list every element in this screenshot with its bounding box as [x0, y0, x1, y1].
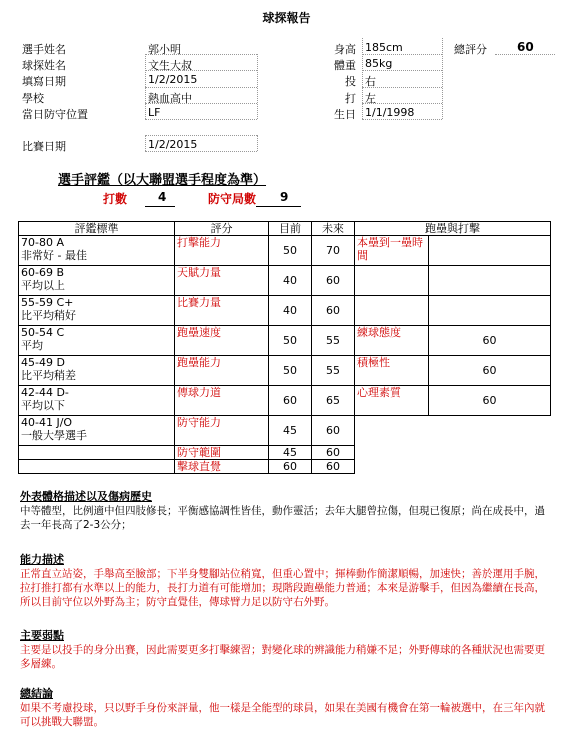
section-body: 正常直立站姿，手舉高至臉部；下半身雙腳站位稍寬，但重心置中；揮棒動作簡潔順暢，加速快；善於運用手腕，拉打推打都有水準以上的能力，長打力道有可能增加；現階段跑壘能力普通；本來是游擊手，但因為繼續在長高，所以目前守位以外野為主；防守直覺佳，傳球臂力足以防守右外野。 — [20, 568, 545, 608]
weight-label: 體重 — [334, 59, 356, 72]
field-line — [257, 135, 258, 151]
fill-date-value: 1/2/2015 — [148, 73, 198, 86]
bats-label: 打 — [345, 92, 356, 105]
rating-future: 60 — [312, 416, 355, 446]
scale-cell — [19, 460, 175, 474]
scale-cell: 55-59 C+ 比平均稍好 — [19, 296, 175, 326]
evaluation-table — [18, 221, 551, 474]
underline — [256, 206, 301, 207]
rating-name: 傳球力道 — [175, 386, 269, 416]
height-value: 185cm — [365, 41, 403, 54]
field-line — [145, 54, 146, 119]
field-line — [362, 38, 363, 119]
position-value: LF — [148, 106, 161, 119]
rating-now: 50 — [269, 326, 312, 356]
weight-value: 85kg — [365, 57, 393, 70]
rating-now: 40 — [269, 266, 312, 296]
field-line — [145, 70, 257, 71]
scale-cell: 50-54 C 平均 — [19, 326, 175, 356]
table-row — [19, 416, 551, 446]
position-label: 當日防守位置 — [22, 108, 88, 121]
rating-name: 擊球直覺 — [175, 460, 269, 474]
player-name-value: 郭小明 — [148, 43, 181, 56]
section-physical — [20, 488, 555, 532]
birth-label: 生日 — [334, 108, 356, 121]
table-header-row — [19, 222, 551, 236]
field-line — [145, 87, 257, 88]
field-line — [362, 87, 442, 88]
field-line — [145, 54, 257, 55]
scale-cell: 40-41 J/O 一般大學選手 — [19, 416, 175, 446]
at-bats-value: 4 — [158, 190, 167, 204]
rating-future: 60 — [312, 266, 355, 296]
rating-name: 比賽力量 — [175, 296, 269, 326]
empty-cell — [355, 416, 551, 474]
field-line — [495, 54, 555, 55]
table-row — [19, 266, 551, 296]
section-body: 中等體型，比例適中但四肢修長；平衡感協調性皆佳，動作靈活；去年大腿曾拉傷，但現已復原；尚在成長中，過去一年長高了2-3公分； — [20, 505, 545, 531]
def-innings-value: 9 — [280, 190, 289, 204]
rating-now: 45 — [269, 446, 312, 460]
overall-value: 60 — [517, 40, 534, 54]
header-now: 目前 — [269, 222, 312, 236]
rating-now: 45 — [269, 416, 312, 446]
report-title: 球探報告 — [262, 11, 311, 25]
rating-future: 60 — [312, 296, 355, 326]
field-line — [362, 70, 442, 71]
school-label: 學校 — [22, 92, 44, 105]
rating-future: 55 — [312, 356, 355, 386]
rating-name: 防守範圍 — [175, 446, 269, 460]
section-conclusion — [20, 685, 555, 729]
scale-cell: 70-80 A 非常好 - 最佳 — [19, 236, 175, 266]
section-weakness — [20, 627, 555, 671]
rating-now: 60 — [269, 386, 312, 416]
section-body: 如果不考慮投球，只以野手身份來評量，他一樣是全能型的球員，如果在美國有機會在第一輪被選中，在三年內就可以挑戰大聯盟。 — [20, 702, 545, 728]
school-value: 熱血高中 — [148, 92, 192, 105]
rating-future: 55 — [312, 326, 355, 356]
side-name — [355, 266, 429, 296]
field-line — [362, 103, 442, 104]
eval-heading: 選手評鑑（以大聯盟選手程度為準） — [58, 173, 267, 188]
rating-now: 60 — [269, 460, 312, 474]
rating-now: 50 — [269, 236, 312, 266]
side-name: 積極性 — [355, 356, 429, 386]
rating-future: 70 — [312, 236, 355, 266]
section-ability — [20, 551, 555, 609]
section-title: 能力描述 — [20, 553, 64, 566]
side-value — [429, 236, 551, 266]
throws-label: 投 — [345, 75, 356, 88]
birth-value: 1/1/1998 — [365, 106, 415, 119]
section-body: 主要是以投手的身分出賽，因此需要更多打擊練習；對變化球的辨識能力稍嫌不足；外野傳球的各種狀況也需要更多層練。 — [20, 644, 545, 670]
player-name-label: 選手姓名 — [22, 43, 66, 56]
side-value: 60 — [429, 386, 551, 416]
rating-future: 65 — [312, 386, 355, 416]
table-row — [19, 236, 551, 266]
field-line — [442, 38, 443, 119]
field-line — [145, 103, 257, 104]
side-value: 60 — [429, 326, 551, 356]
throws-value: 右 — [365, 75, 376, 88]
scale-cell: 42-44 D- 平均以下 — [19, 386, 175, 416]
side-name: 練球態度 — [355, 326, 429, 356]
side-value: 60 — [429, 356, 551, 386]
at-bats-label: 打數 — [103, 192, 128, 206]
section-title: 主要弱點 — [20, 629, 64, 642]
side-name — [355, 296, 429, 326]
rating-name: 跑壘能力 — [175, 356, 269, 386]
section-title: 外表體格描述以及傷病歷史 — [20, 490, 152, 503]
side-name: 心理素質 — [355, 386, 429, 416]
scale-cell: 60-69 B 平均以上 — [19, 266, 175, 296]
field-line — [145, 151, 257, 152]
rating-name: 防守能力 — [175, 416, 269, 446]
scale-cell: 45-49 D 比平均稍差 — [19, 356, 175, 386]
def-innings-label: 防守局數 — [208, 192, 257, 206]
rating-name: 跑壘速度 — [175, 326, 269, 356]
rating-name: 天賦力量 — [175, 266, 269, 296]
scout-name-value: 文生大叔 — [148, 59, 192, 72]
scout-name-label: 球探姓名 — [22, 59, 66, 72]
rating-now: 50 — [269, 356, 312, 386]
height-label: 身高 — [334, 43, 356, 56]
side-value — [429, 266, 551, 296]
rating-name: 打擊能力 — [175, 236, 269, 266]
rating-future: 60 — [312, 460, 355, 474]
bats-value: 左 — [365, 92, 376, 105]
field-line — [145, 119, 257, 120]
header-scale: 評鑑標準 — [19, 222, 175, 236]
rating-now: 40 — [269, 296, 312, 326]
fill-date-label: 填寫日期 — [22, 75, 66, 88]
field-line — [145, 135, 257, 136]
header-rating: 評分 — [175, 222, 269, 236]
field-line — [145, 135, 146, 151]
header-running-hitting: 跑壘與打擊 — [355, 222, 551, 236]
field-line — [362, 54, 442, 55]
section-title: 總結論 — [20, 687, 53, 700]
underline — [145, 206, 175, 207]
table-row — [19, 386, 551, 416]
game-date-label: 比賽日期 — [22, 140, 66, 153]
rating-future: 60 — [312, 446, 355, 460]
field-line — [257, 54, 258, 119]
side-value — [429, 296, 551, 326]
table-row — [19, 296, 551, 326]
scale-cell — [19, 446, 175, 460]
side-name: 本壘到一壘時間 — [355, 236, 429, 266]
table-row — [19, 326, 551, 356]
game-date-value: 1/2/2015 — [148, 138, 198, 151]
table-row — [19, 356, 551, 386]
header-future: 未來 — [312, 222, 355, 236]
overall-label: 總評分 — [454, 43, 487, 56]
field-line — [362, 119, 442, 120]
